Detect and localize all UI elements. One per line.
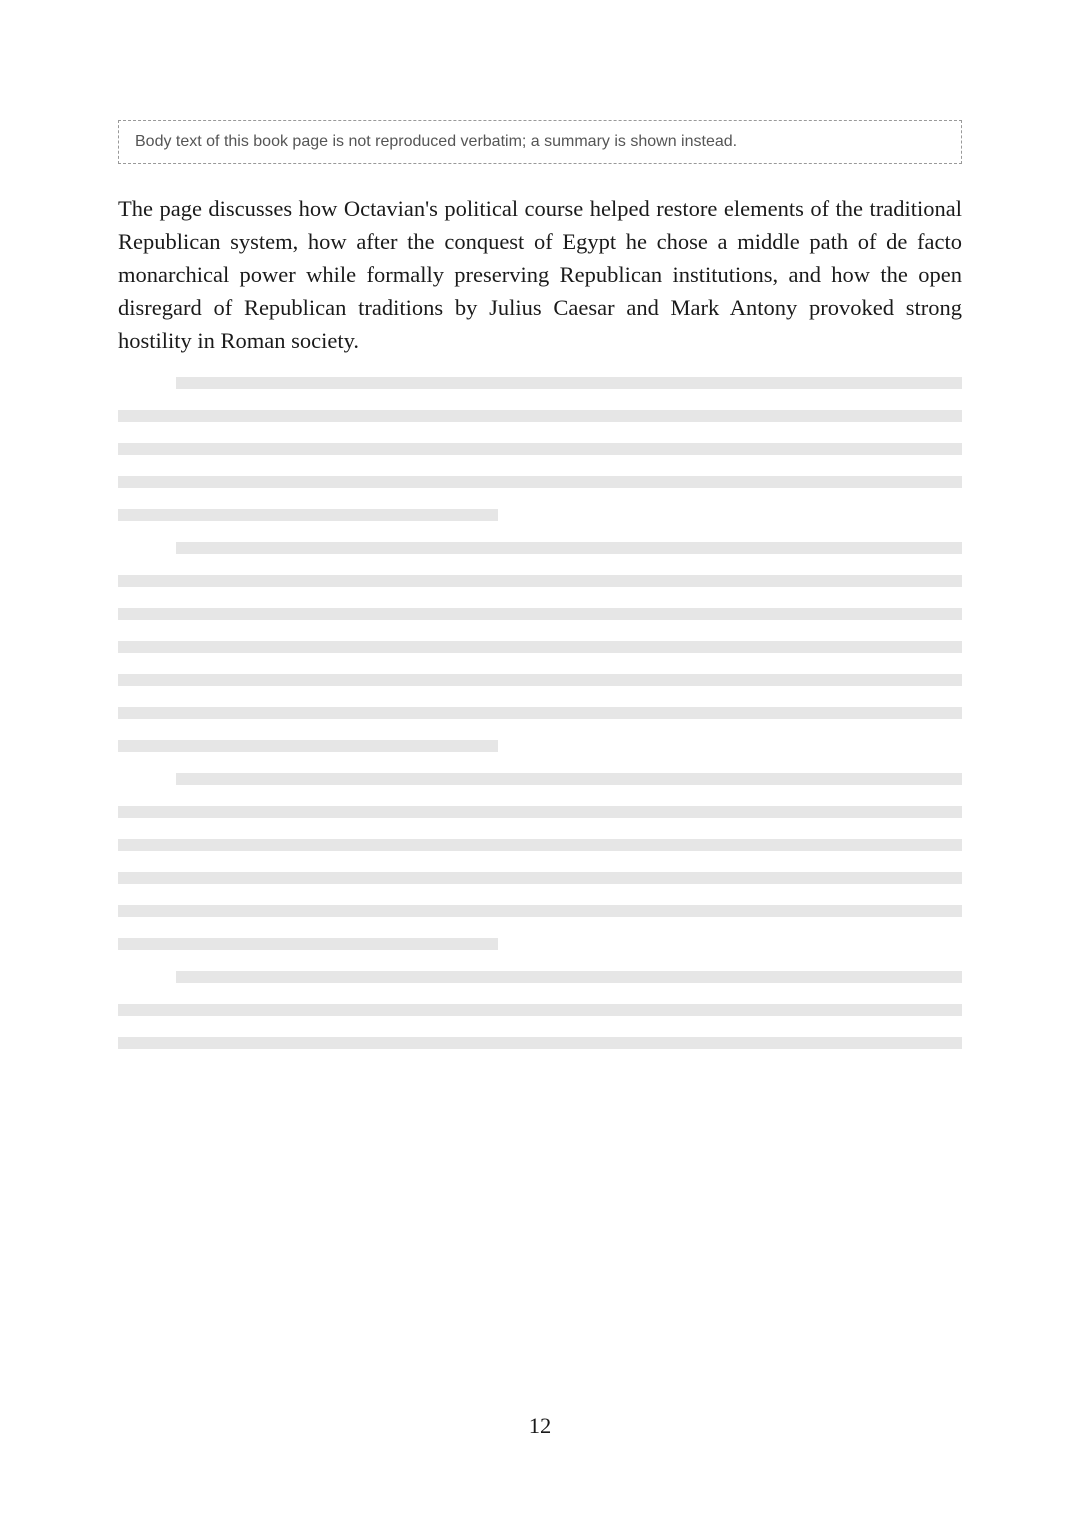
placeholder-line bbox=[118, 740, 498, 752]
page-summary: The page discusses how Octavian's political course helped restore elements of the traditional Republican system, how after the conquest of Egypt he chose a middle path of de facto monarchical power while formally preserving Republican institutions, and how the open disregard of Republican traditions by Julius Caesar and Mark Antony provoked strong hostility in Roman society. bbox=[118, 196, 962, 353]
placeholder-line bbox=[176, 377, 962, 389]
placeholder-line bbox=[118, 410, 962, 422]
placeholder-line bbox=[118, 872, 962, 884]
omission-notice: Body text of this book page is not reproduced verbatim; a summary is shown instead. bbox=[118, 120, 962, 164]
placeholder-line bbox=[118, 641, 962, 653]
placeholder-line bbox=[118, 674, 962, 686]
placeholder-line bbox=[176, 773, 962, 785]
placeholder-line bbox=[118, 1004, 962, 1016]
placeholder-line bbox=[176, 971, 962, 983]
placeholder-line bbox=[118, 575, 962, 587]
placeholder-line bbox=[118, 608, 962, 620]
placeholder-line bbox=[176, 542, 962, 554]
placeholder-line bbox=[118, 839, 962, 851]
placeholder-line bbox=[118, 1037, 962, 1049]
placeholder-line bbox=[118, 509, 498, 521]
placeholder-line bbox=[118, 806, 962, 818]
page-number: 12 bbox=[528, 1413, 552, 1438]
placeholder-line bbox=[118, 905, 962, 917]
placeholder-line bbox=[118, 443, 962, 455]
text-placeholder bbox=[118, 377, 962, 1049]
placeholder-line bbox=[118, 707, 962, 719]
placeholder-line bbox=[118, 938, 498, 950]
placeholder-line bbox=[118, 476, 962, 488]
